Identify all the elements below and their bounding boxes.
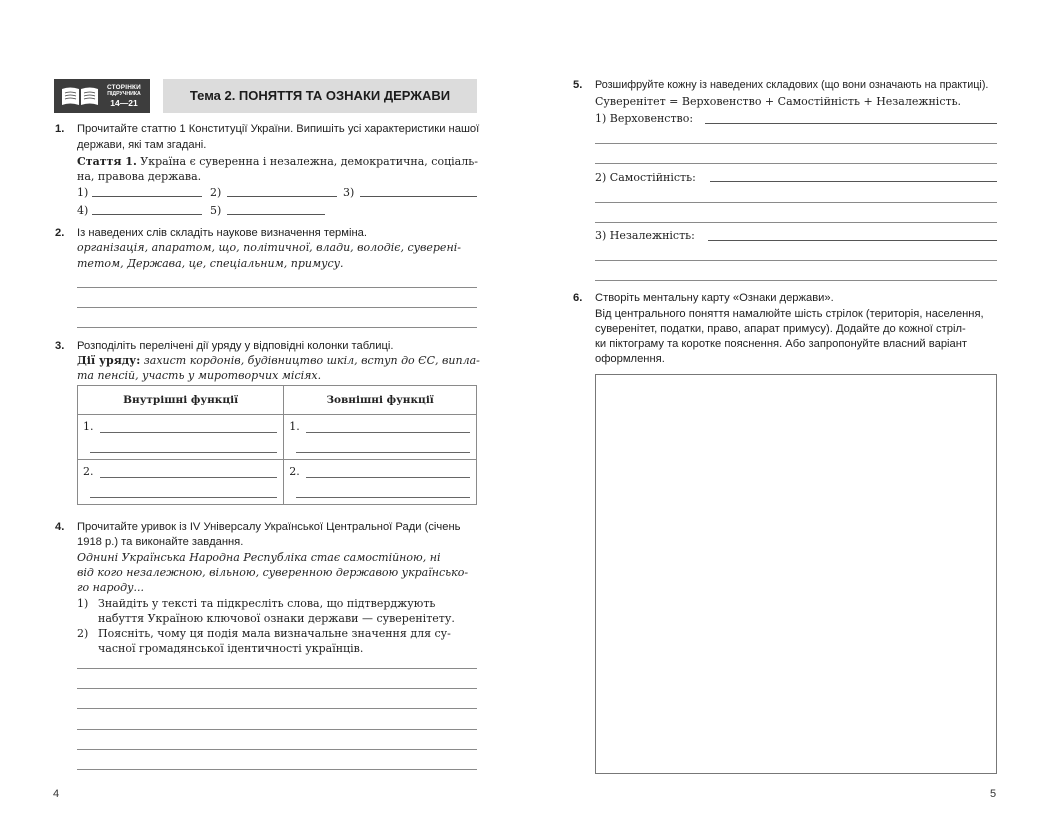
actions-text: захист кордонів, будівництво шкіл, вступ до ЄС, випла- [140,354,480,367]
blank-label-2: 2) [210,186,222,199]
answer-line[interactable] [595,280,997,281]
item-label-supremacy: 1) Верховенство: [595,112,694,125]
task6-number: 6. [573,292,583,304]
blank-label-4: 4) [77,204,89,217]
table-cell[interactable] [284,415,477,460]
task4-quote-line2: від кого незалежною, вільною, суверенною державою українсько- [77,566,469,579]
table-header-external: Зовнішні функції [284,386,477,415]
task1-instruction-line1: Прочитайте статтю 1 Конституції України. Випишіть усі характеристики нашої [77,123,480,135]
task5-number: 5. [573,79,583,91]
article-text: Україна є суверенна і незалежна, демократична, соціаль- [136,155,478,168]
answer-blank-2[interactable] [227,196,337,197]
task5-instruction: Розшифруйте кожну із наведених складових (що вони означають на практиці). [595,79,989,91]
blank-label-1: 1) [77,186,89,199]
answer-line[interactable] [595,260,997,261]
table-cell[interactable] [78,460,284,505]
task1-quote-line1 [77,154,478,170]
task4-sub1-line1: Знайдіть у тексті та підкресліть слова, що підтверджують [98,597,436,610]
answer-blank-4[interactable] [92,214,202,215]
row-number: 2. [83,465,94,478]
row-number: 2. [289,465,300,478]
answer-line[interactable] [77,749,477,750]
task3-number: 3. [55,340,65,352]
answer-line[interactable] [77,688,477,689]
answer-line[interactable] [90,497,277,498]
task4-sub2-line1: Поясніть, чому ця подія мала визначальне значення для су- [98,627,451,640]
answer-line[interactable] [710,181,997,182]
badge-label: СТОРІНКИ [107,84,141,91]
answer-line[interactable] [77,769,477,770]
answer-line[interactable] [77,668,477,669]
task2-number: 2. [55,227,65,239]
answer-line[interactable] [77,708,477,709]
task6-instruction: Створіть ментальну карту «Ознаки держави». [595,292,834,304]
task6-text-line2: суверенітет, податки, право, апарат примусу). Додайте до кожної стріл- [595,323,966,335]
answer-line[interactable] [100,432,277,433]
open-book-icon [60,85,100,107]
answer-line[interactable] [77,729,477,730]
answer-line[interactable] [595,202,997,203]
item-label-self-reliance: 2) Самостійність: [595,171,696,184]
answer-blank-1[interactable] [92,196,202,197]
badge-sublabel: ПІДРУЧНИКА [107,91,141,97]
task1-quote-line2: на, правова держава. [77,170,202,183]
answer-line[interactable] [705,123,997,124]
blank-label-3: 3) [343,186,355,199]
answer-line[interactable] [100,477,277,478]
answer-line[interactable] [296,497,470,498]
theme-title: Тема 2. ПОНЯТТЯ ТА ОЗНАКИ ДЕРЖАВИ [163,79,477,113]
task4-number: 4. [55,521,65,533]
task6-text-line3: ки піктограму та коротке пояснення. Або запропонуйте власний варіант [595,338,968,350]
row-number: 1. [289,420,300,433]
page-number-left: 4 [53,788,60,800]
task3-actions-line2: та пенсій, участь у миротворчих місіях. [77,369,322,382]
answer-line[interactable] [595,222,997,223]
answer-line[interactable] [306,477,470,478]
answer-line[interactable] [708,240,997,241]
answer-line[interactable] [595,143,997,144]
task5-formula: Суверенітет = Верховенство + Самостійність + Незалежність. [595,95,962,108]
article-label: Стаття 1. [77,155,137,168]
task6-text-line1: Від центрального поняття намалюйте шість стрілок (територія, населення, [595,308,984,320]
task3-instruction: Розподіліть перелічені дії уряду у відповідні колонки таблиці. [77,340,394,352]
badge-pages: 14—21 [110,98,138,108]
blank-label-5: 5) [210,204,222,217]
item-label-independence: 3) Незалежність: [595,229,695,242]
mind-map-drawing-area[interactable] [595,374,997,774]
answer-line[interactable] [595,163,997,164]
answer-blank-5[interactable] [227,214,325,215]
task4-sub2-number: 2) [77,627,89,640]
task4-quote-line3: го народу... [77,581,144,594]
task1-number: 1. [55,123,65,135]
task4-instruction-line1: Прочитайте уривок із IV Універсалу Української Центральної Ради (січень [77,521,461,533]
task4-sub2-line2: часної громадянської ідентичності українців. [98,642,364,655]
answer-line[interactable] [77,327,477,328]
answer-line[interactable] [306,432,470,433]
page-number-right: 5 [990,788,997,800]
answer-blank-3[interactable] [360,196,477,197]
task4-instruction-line2: 1918 р.) та виконайте завдання. [77,536,244,548]
answer-line[interactable] [296,452,470,453]
task2-instruction: Із наведених слів складіть наукове визначення терміна. [77,227,367,239]
row-number: 1. [83,420,94,433]
answer-line[interactable] [77,307,477,308]
task2-words-line2: тетом, Держава, це, спеціальним, примусу. [77,257,344,270]
table-cell[interactable] [78,415,284,460]
textbook-pages-badge [54,79,150,113]
task4-sub1-number: 1) [77,597,89,610]
answer-line[interactable] [90,452,277,453]
table-cell[interactable] [284,460,477,505]
task6-text-line4: оформлення. [595,353,665,365]
task4-quote-line1: Однині Українська Народна Республіка стає самостійною, ні [77,551,441,564]
actions-label: Дії уряду: [77,354,141,367]
functions-table [77,385,477,505]
task2-words-line1: організація, апаратом, що, політичної, влади, володіє, суверені- [77,241,461,254]
table-header-internal: Внутрішні функції [78,386,284,415]
task1-instruction-line2: держави, які там згадані. [77,139,207,151]
answer-line[interactable] [77,287,477,288]
task3-actions-line1 [77,353,480,369]
task4-sub1-line2: набуття Україною ключової ознаки держави — суверенітету. [98,612,455,625]
